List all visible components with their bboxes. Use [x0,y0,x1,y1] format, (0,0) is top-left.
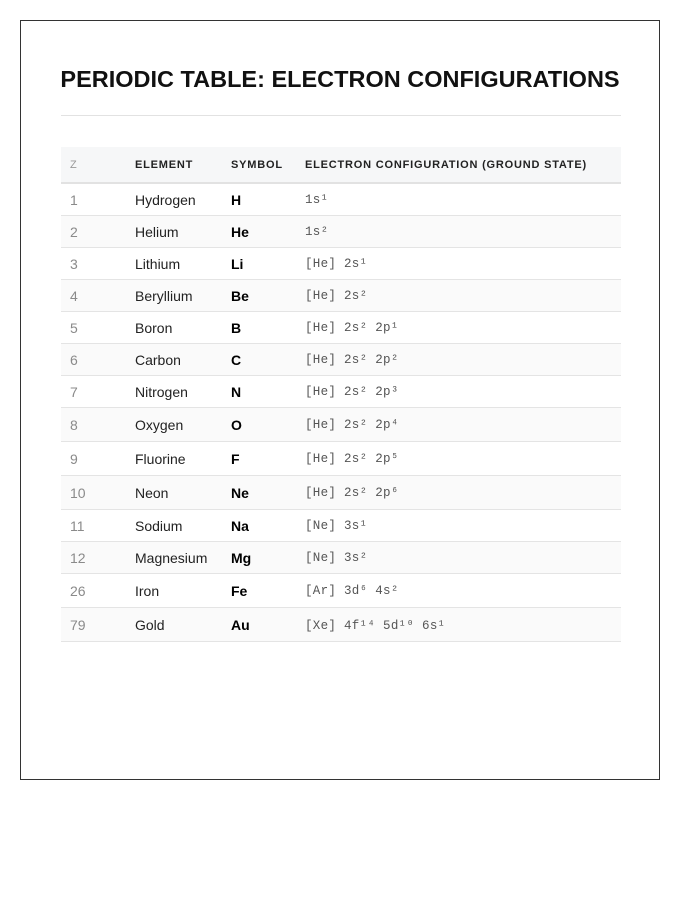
electron-configuration: 1s¹ [296,183,621,216]
table-row [61,183,621,216]
atomic-number: 8 [61,408,126,442]
table-row [61,408,621,442]
atomic-number: 6 [61,344,126,376]
table-row [61,608,621,642]
table-body [61,183,621,642]
element-name: Lithium [126,248,222,280]
element-name: Beryllium [126,280,222,312]
electron-config-table-container [61,147,621,642]
table-row [61,280,621,312]
electron-configuration: [He] 2s² [296,280,621,312]
atomic-number: 79 [61,608,126,642]
atomic-number: 4 [61,280,126,312]
electron-configuration: [Xe] 4f¹⁴ 5d¹⁰ 6s¹ [296,608,621,642]
table-row [61,542,621,574]
table-row [61,510,621,542]
element-name: Carbon [126,344,222,376]
element-name: Nitrogen [126,376,222,408]
electron-configuration: [He] 2s¹ [296,248,621,280]
document-card [20,20,660,780]
atomic-number: 1 [61,183,126,216]
atomic-number: 10 [61,476,126,510]
table-row [61,476,621,510]
element-name: Iron [126,574,222,608]
element-symbol: Mg [222,542,296,574]
electron-configuration: [He] 2s² 2p⁵ [296,442,621,476]
electron-configuration: [He] 2s² 2p⁶ [296,476,621,510]
element-name: Gold [126,608,222,642]
table-row [61,312,621,344]
element-symbol: Li [222,248,296,280]
atomic-number: 9 [61,442,126,476]
element-name: Oxygen [126,408,222,442]
header-element: ELEMENT [126,147,222,183]
electron-configuration: [He] 2s² 2p¹ [296,312,621,344]
element-symbol: Ne [222,476,296,510]
element-name: Sodium [126,510,222,542]
header-symbol: SYMBOL [222,147,296,183]
element-symbol: Na [222,510,296,542]
atomic-number: 26 [61,574,126,608]
electron-configuration: [Ne] 3s¹ [296,510,621,542]
electron-config-table [61,147,621,642]
element-symbol: O [222,408,296,442]
element-symbol: H [222,183,296,216]
table-row [61,376,621,408]
table-row [61,248,621,280]
atomic-number: 3 [61,248,126,280]
element-name: Neon [126,476,222,510]
atomic-number: 2 [61,216,126,248]
element-symbol: Be [222,280,296,312]
element-name: Fluorine [126,442,222,476]
header-z: Z [61,147,126,183]
element-name: Hydrogen [126,183,222,216]
element-symbol: C [222,344,296,376]
electron-configuration: 1s² [296,216,621,248]
element-symbol: Fe [222,574,296,608]
table-row [61,344,621,376]
electron-configuration: [Ne] 3s² [296,542,621,574]
table-row [61,216,621,248]
element-symbol: N [222,376,296,408]
table-row [61,574,621,608]
element-name: Helium [126,216,222,248]
electron-configuration: [He] 2s² 2p² [296,344,621,376]
element-symbol: He [222,216,296,248]
element-name: Magnesium [126,542,222,574]
header-row [61,147,621,183]
atomic-number: 11 [61,510,126,542]
atomic-number: 5 [61,312,126,344]
element-name: Boron [126,312,222,344]
title-divider [61,115,621,116]
page-title: PERIODIC TABLE: ELECTRON CONFIGURATIONS [60,66,620,92]
element-symbol: Au [222,608,296,642]
element-symbol: B [222,312,296,344]
element-symbol: F [222,442,296,476]
header-config: ELECTRON CONFIGURATION (GROUND STATE) [296,147,621,183]
electron-configuration: [He] 2s² 2p³ [296,376,621,408]
electron-configuration: [He] 2s² 2p⁴ [296,408,621,442]
electron-configuration: [Ar] 3d⁶ 4s² [296,574,621,608]
table-row [61,442,621,476]
table-header [61,147,621,183]
atomic-number: 7 [61,376,126,408]
atomic-number: 12 [61,542,126,574]
